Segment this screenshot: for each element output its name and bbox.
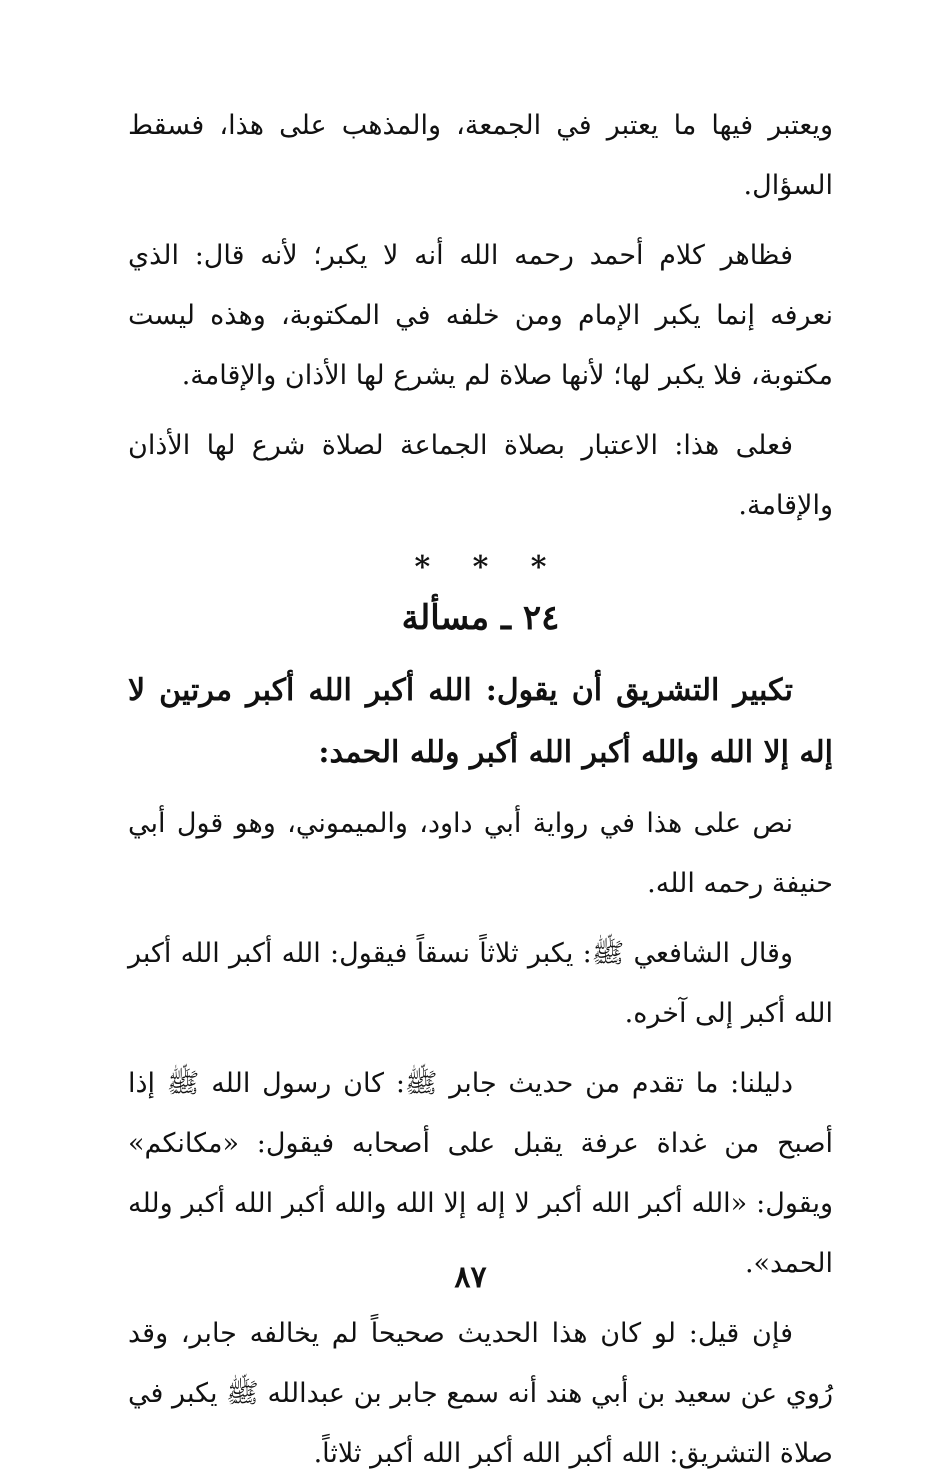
paragraph-evidence: دليلنا: ما تقدم من حديث جابر ﷺ: كان رسول الله ﷺ إذا أصبح من غداة عرفة يقبل على أصحابه فيقول: «مكانكم» ويقول: «الله أكبر الله أكبر لا إله إلا الله والله أكبر الله أكبر ولله الحمد». (128, 1068, 833, 1279)
issue-number: ٢٤ ـ (501, 598, 560, 638)
issue-heading (128, 590, 833, 646)
issue-title-calligraphy: مسألة (401, 598, 490, 638)
paragraph-ahmad-opinion: فظاهر كلام أحمد رحمه الله أنه لا يكبر؛ لأنه قال: الذي نعرفه إنما يكبر الإمام ومن خلفه في المكتوبة، وهذه ليست مكتوبة، فلا يكبر لها؛ لأنها صلاة لم يشرع لها الأذان والإقامة. (128, 240, 833, 391)
paragraph-objection: فإن قيل: لو كان هذا الحديث صحيحاً لم يخالفه جابر، وقد رُوي عن سعيد بن أبي هند أنه سمع جابر بن عبدالله ﷺ يكبر في صلاة التشريق: الله أكبر الله أكبر الله أكبر ثلاثاً. (128, 1318, 833, 1469)
section-separator: * * * (414, 550, 563, 585)
paragraph-conclusion: فعلى هذا: الاعتبار بصلاة الجماعة لصلاة شرع لها الأذان والإقامة. (128, 430, 833, 521)
paragraph-shafii-opinion: وقال الشافعي ﷺ: يكبر ثلاثاً نسقاً فيقول: الله أكبر الله أكبر الله أكبر إلى آخره. (128, 938, 833, 1029)
paragraph-text-reference: نص على هذا في رواية أبي داود، والميموني، وهو قول أبي حنيفة رحمه الله. (128, 808, 833, 899)
page-number: ٨٧ (454, 1260, 487, 1295)
paragraph-continuation: ويعتبر فيها ما يعتبر في الجمعة، والمذهب على هذا، فسقط السؤال. (128, 110, 833, 201)
issue-statement: تكبير التشريق أن يقول: الله أكبر الله أكبر مرتين لا إله إلا الله والله أكبر الله أكبر ولله الحمد: (128, 673, 833, 770)
